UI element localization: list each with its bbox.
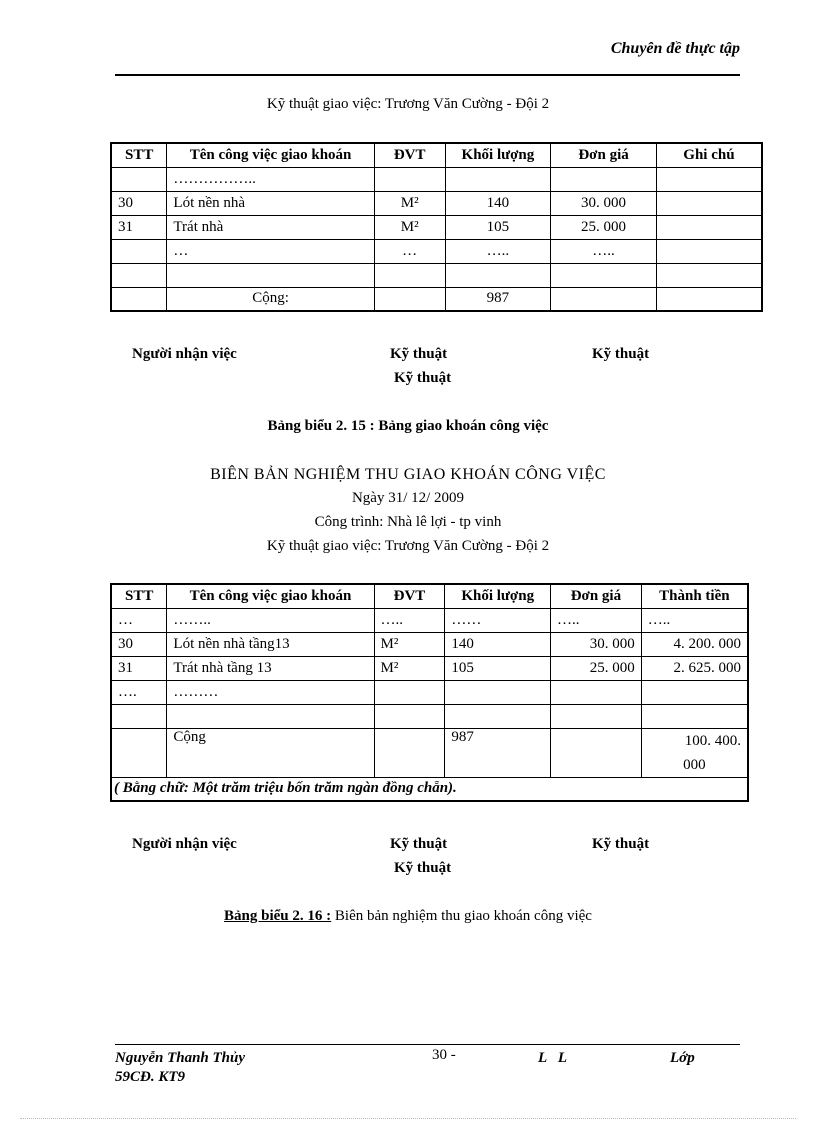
cell: 25. 000 <box>551 215 657 239</box>
col-stt: STT <box>111 143 167 167</box>
cell: …… <box>445 608 551 632</box>
table-row <box>111 680 748 704</box>
cell: ….. <box>551 239 657 263</box>
table-row <box>111 215 762 239</box>
footer-rule <box>115 1044 740 1045</box>
acceptance-table <box>110 583 749 802</box>
signature-receiver: Người nhận việc <box>132 836 237 852</box>
cell <box>374 287 445 311</box>
col-quantity: Khối lượng <box>445 584 551 608</box>
cell: Trát nhà tầng 13 <box>167 656 374 680</box>
cell: 30 <box>111 632 167 656</box>
table-row <box>111 704 748 728</box>
cell <box>551 680 642 704</box>
cell: ….. <box>445 239 551 263</box>
table-row <box>111 167 762 191</box>
cell: ……… <box>167 680 374 704</box>
table-row <box>111 608 748 632</box>
amount-in-words: ( Bằng chữ: Một trăm triệu bốn trăm ngàn đồng chẵn). <box>111 777 748 801</box>
cell: Lót nền nhà tầng13 <box>167 632 374 656</box>
cell: Trát nhà <box>167 215 374 239</box>
signature-tech-1: Kỹ thuật <box>390 836 448 852</box>
assignment-table <box>110 142 763 312</box>
cell <box>167 704 374 728</box>
cell <box>374 167 445 191</box>
table-row <box>111 191 762 215</box>
header-title: Chuyên đề thực tập <box>610 40 740 57</box>
cell <box>445 167 551 191</box>
col-unit: ĐVT <box>374 143 445 167</box>
cell: M² <box>374 191 445 215</box>
cell <box>641 680 748 704</box>
cell <box>374 263 445 287</box>
cell <box>641 704 748 728</box>
cell: ….. <box>551 608 642 632</box>
report-date: Ngày 31/ 12/ 2009 <box>351 490 465 506</box>
footer-author: Nguyễn Thanh Thủy <box>115 1050 246 1066</box>
assignee-line-1: Kỹ thuật giao việc: Trương Văn Cường - Đội 2 <box>266 96 550 112</box>
cell <box>551 287 657 311</box>
cell: M² <box>374 215 445 239</box>
table-header-row <box>111 584 748 608</box>
cell: 30. 000 <box>551 191 657 215</box>
cell <box>656 167 762 191</box>
cell: 105 <box>445 215 551 239</box>
cell <box>111 287 167 311</box>
signature-tech-2: Kỹ thuật <box>592 836 650 852</box>
cell <box>374 704 445 728</box>
col-task: Tên công việc giao khoán <box>167 143 374 167</box>
cell: 4. 200. 000 <box>641 632 748 656</box>
signature-receiver: Người nhận việc <box>132 346 237 362</box>
cell <box>111 263 167 287</box>
table-row <box>111 263 762 287</box>
report-project: Công trình: Nhà lê lợi - tp vinh <box>314 514 502 530</box>
cell: 30. 000 <box>551 632 642 656</box>
cell: … <box>111 608 167 632</box>
col-price: Đơn giá <box>551 143 657 167</box>
page-number: 30 - <box>432 1047 456 1063</box>
cell <box>656 215 762 239</box>
table-row <box>111 239 762 263</box>
cell: 25. 000 <box>551 656 642 680</box>
cell: 31 <box>111 215 167 239</box>
assignee-line-2: Kỹ thuật giao việc: Trương Văn Cường - Đội 2 <box>266 538 550 554</box>
cell: …………….. <box>167 167 374 191</box>
cell <box>656 287 762 311</box>
cell <box>111 239 167 263</box>
table-total-row <box>111 287 762 311</box>
col-stt: STT <box>111 584 167 608</box>
total-quantity: 987 <box>445 728 551 777</box>
total-amount-line-2: 000 <box>683 756 706 773</box>
cell <box>551 263 657 287</box>
col-unit: ĐVT <box>374 584 445 608</box>
caption-text: Biên bản nghiệm thu giao khoán công việc <box>331 908 592 924</box>
cell <box>167 263 374 287</box>
cell: ….. <box>374 608 445 632</box>
signature-tech-3: Kỹ thuật <box>394 370 452 386</box>
cell: 2. 625. 000 <box>641 656 748 680</box>
in-words-row <box>111 777 748 801</box>
cell: 140 <box>445 191 551 215</box>
total-quantity: 987 <box>445 287 551 311</box>
col-quantity: Khối lượng <box>445 143 551 167</box>
cell: M² <box>374 632 445 656</box>
cell <box>551 728 642 777</box>
cell <box>656 239 762 263</box>
total-amount-line-1: 100. 400. <box>684 732 741 749</box>
cell <box>111 167 167 191</box>
cell <box>111 728 167 777</box>
report-title: BIÊN BẢN NGHIỆM THU GIAO KHOÁN CÔNG VIỆC <box>210 466 606 483</box>
header-rule <box>115 74 740 76</box>
cell: Lót nền nhà <box>167 191 374 215</box>
table-row <box>111 632 748 656</box>
cell: … <box>374 239 445 263</box>
footer-class-label: Lớp <box>670 1050 695 1066</box>
col-price: Đơn giá <box>551 584 642 608</box>
signature-tech-2: Kỹ thuật <box>592 346 650 362</box>
cell: …….. <box>167 608 374 632</box>
cell <box>111 704 167 728</box>
cell: 31 <box>111 656 167 680</box>
footer-class-code: 59CĐ. KT9 <box>115 1069 186 1085</box>
cell <box>656 263 762 287</box>
cell: …. <box>111 680 167 704</box>
total-amount <box>641 728 748 777</box>
cell: M² <box>374 656 445 680</box>
cell <box>445 704 551 728</box>
page-bottom-border <box>20 1118 796 1119</box>
col-amount: Thành tiền <box>641 584 748 608</box>
signature-tech-3: Kỹ thuật <box>394 860 452 876</box>
cell: 105 <box>445 656 551 680</box>
cell <box>374 680 445 704</box>
total-label: Cộng <box>167 728 374 777</box>
cell <box>445 263 551 287</box>
caption-label: Bảng biểu 2. 16 : <box>224 908 332 924</box>
cell <box>445 680 551 704</box>
table-row <box>111 656 748 680</box>
cell <box>551 704 642 728</box>
cell <box>551 167 657 191</box>
cell: 30 <box>111 191 167 215</box>
caption-2-15: Bảng biểu 2. 15 : Bảng giao khoán công việc <box>267 418 549 434</box>
cell: ….. <box>641 608 748 632</box>
cell: … <box>167 239 374 263</box>
total-label: Cộng: <box>167 287 374 311</box>
cell <box>374 728 445 777</box>
cell: 140 <box>445 632 551 656</box>
table-header-row <box>111 143 762 167</box>
cell <box>656 191 762 215</box>
table-total-row <box>111 728 748 777</box>
footer-marks: L L <box>538 1050 568 1066</box>
signature-tech-1: Kỹ thuật <box>390 346 448 362</box>
caption-2-16 <box>0 908 816 925</box>
col-note: Ghi chú <box>656 143 762 167</box>
col-task: Tên công việc giao khoán <box>167 584 374 608</box>
